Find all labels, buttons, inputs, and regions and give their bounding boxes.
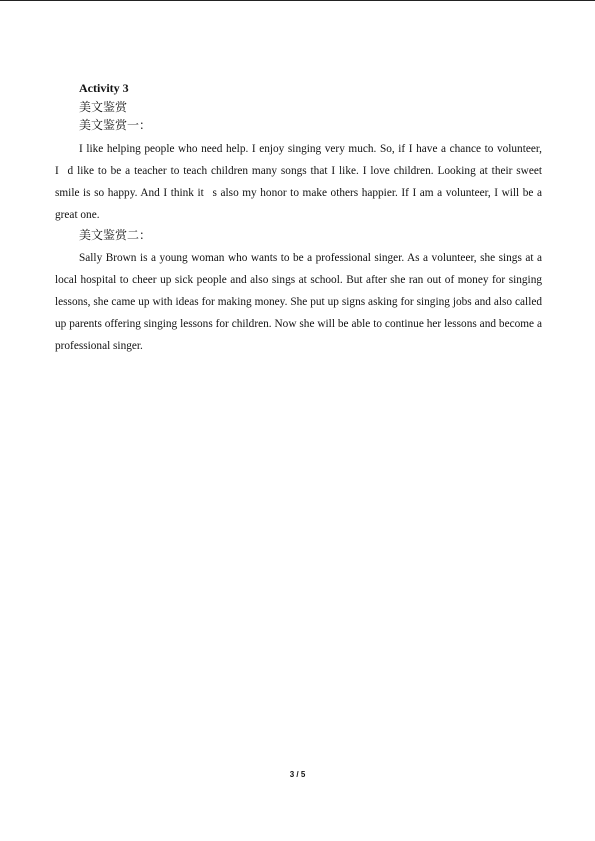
activity-title: Activity 3 — [79, 81, 129, 95]
passage-one-label: 美文鉴赏一： — [79, 118, 152, 132]
passage-two-text: Sally Brown is a young woman who wants to be a professional singer. As a volunteer, she sings at a local hospital to cheer up sick people and also sings at school. But after she ran out of money for singing lessons, she came up with ideas for making money. She put up signs asking for singing jobs and also called up parents offering singing lessons for children. Now she will be able to continue her lessons and become a professional singer. — [55, 252, 542, 352]
passage-two-label: 美文鉴赏二： — [79, 228, 152, 242]
document-body — [55, 80, 542, 357]
top-border-line — [0, 0, 595, 1]
page-number: 3 / 5 — [289, 770, 306, 779]
section-label: 美文鉴赏 — [79, 100, 128, 114]
passage-one-text: I like helping people who need help. I enjoy singing very much. So, if I have a chance to volunteer, I d like to be a teacher to teach children many songs that I like. I love children. Looking at their sweet smile is so happy. And I think it s also my honor to make others happier. If I am a volunteer, I will be a great one. — [55, 143, 542, 221]
